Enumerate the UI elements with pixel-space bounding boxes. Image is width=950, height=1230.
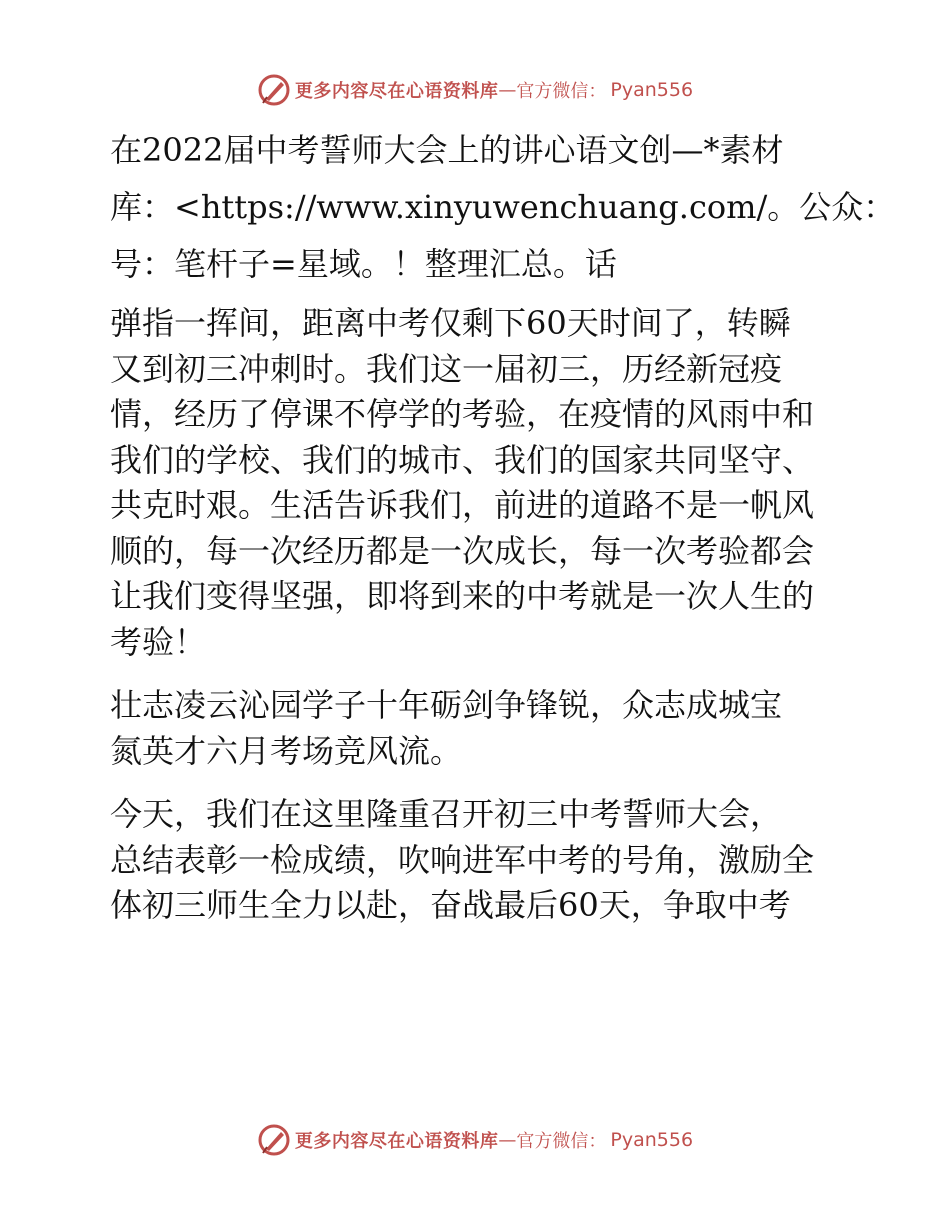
banner-dash: — bbox=[498, 1129, 517, 1151]
text-line: 体初三师生全力以赴，奋战最后60天，争取中考 bbox=[110, 886, 791, 924]
paragraph-title bbox=[96, 122, 896, 293]
banner-wechat-id: Pyan556 bbox=[610, 1129, 694, 1151]
quill-pen-logo-icon bbox=[257, 1123, 291, 1157]
banner-wechat-id: Pyan556 bbox=[610, 79, 694, 101]
text-line: 在2022届中考誓师大会上的讲心语文创—*素材 bbox=[110, 131, 784, 169]
text-line: 让我们变得坚强，即将到来的中考就是一次人生的 bbox=[110, 577, 815, 615]
banner-wechat-label: 官方微信： bbox=[516, 81, 607, 102]
banner-main-text: 更多内容尽在心语资料库 bbox=[294, 1131, 499, 1152]
text-line: 共克时艰。生活告诉我们，前进的道路不是一帆风 bbox=[110, 486, 815, 524]
text-line: 情，经历了停课不停学的考验，在疫情的风雨中和 bbox=[110, 395, 815, 433]
banner-dash: — bbox=[498, 79, 517, 101]
banner-wechat-label: 官方微信： bbox=[516, 1131, 607, 1152]
text-line: 库：<https://www.xinyuwenchuang.com/。公众： bbox=[110, 188, 896, 226]
quill-pen-logo-icon bbox=[257, 73, 291, 107]
text-line: 弹指一挥间，距离中考仅剩下60天时间了，转瞬 bbox=[110, 304, 791, 342]
text-line: 考验！ bbox=[110, 622, 207, 661]
text-line: 今天，我们在这里隆重召开初三中考誓师大会， bbox=[110, 795, 783, 833]
text-line: 壮志凌云沁园学子十年砺剑争锋锐，众志成城宝 bbox=[110, 686, 783, 724]
text-line: 号：笔杆子=星域。！整理汇总。话 bbox=[110, 245, 617, 283]
text-line: 顺的，每一次经历都是一次成长，每一次考验都会 bbox=[110, 531, 815, 570]
text-line: 又到初三冲刺时。我们这一届初三，历经新冠疫 bbox=[110, 349, 783, 388]
text-line: 我们的学校、我们的城市、我们的国家共同坚守、 bbox=[110, 440, 815, 479]
paragraph bbox=[96, 683, 856, 774]
paragraph bbox=[96, 301, 856, 665]
paragraph bbox=[96, 792, 856, 929]
header-banner bbox=[0, 70, 950, 110]
text-line: 总结表彰一检成绩，吹响进军中考的号角，激励全 bbox=[110, 840, 815, 879]
footer-banner bbox=[0, 1120, 950, 1160]
document-body bbox=[96, 122, 896, 947]
text-line: 氮英才六月考场竞风流。 bbox=[110, 731, 463, 770]
banner-main-text: 更多内容尽在心语资料库 bbox=[294, 81, 499, 102]
